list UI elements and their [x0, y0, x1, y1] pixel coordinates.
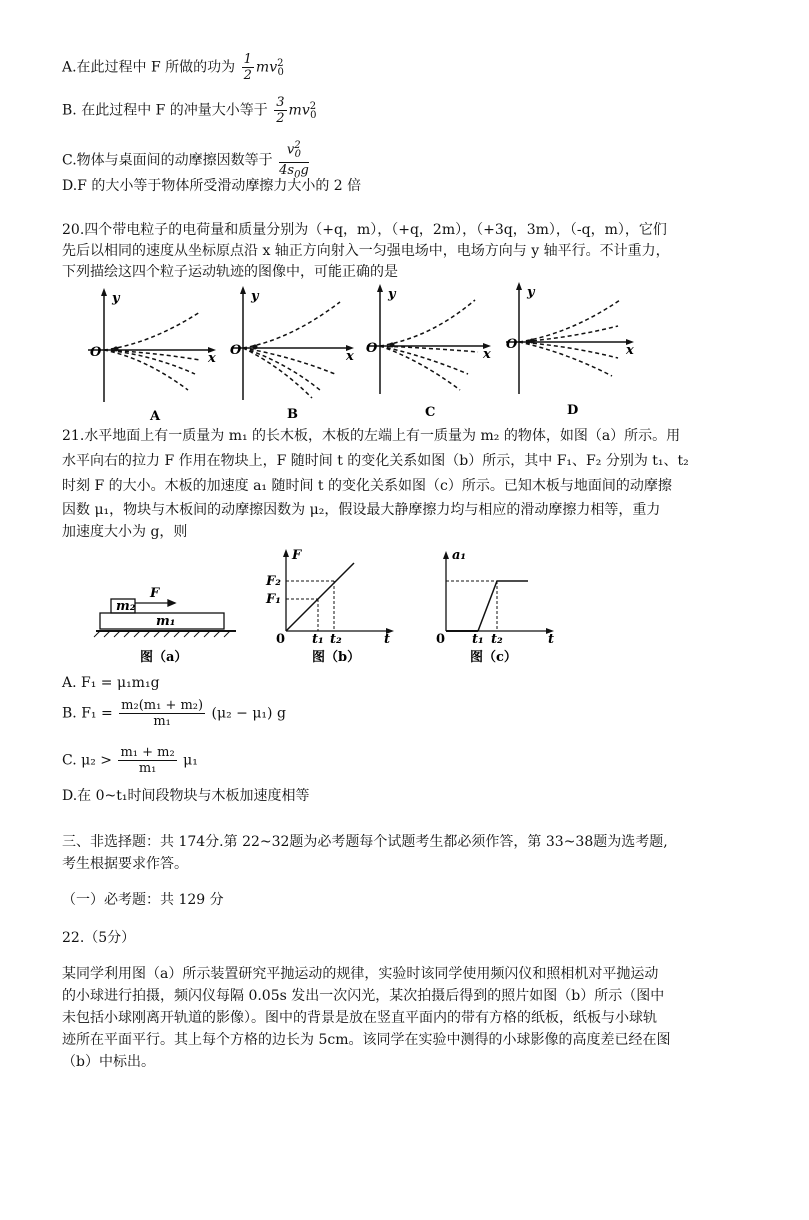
fig-c-t2: t₂	[491, 632, 503, 647]
q22-line1: 某同学利用图（a）所示装置研究平抛运动的规律，实验时该同学使用频闪仪和照相机对平抛运动	[62, 966, 659, 982]
figure-a-caption: 图（a）	[140, 650, 188, 665]
q19-option-d: D.F 的大小等于物体所受滑动摩擦力大小的 2 倍	[62, 178, 362, 194]
fig-b-t2: t₂	[330, 632, 342, 647]
fig-c-origin: 0	[436, 632, 446, 647]
fraction: $\frac{1}{2}$	[243, 52, 252, 83]
q21-option-d: D.在 0~t₁时间段物块与木板加速度相等	[62, 788, 310, 804]
fraction: $\frac{\text{m₁ + m₂}}{\text{m₁}}$	[120, 745, 175, 776]
q21-option-b: B. F₁ = $\frac{\text{m₂(m₁ + m₂)}}{\text{m₁}}$ (μ₂ − μ₁) g	[62, 698, 286, 729]
graph-b-label: B	[287, 407, 298, 422]
section3-sub1: （一）必考题：共 129 分	[62, 892, 224, 908]
q21-option-c: C. μ₂ > $\frac{\text{m₁ + m₂}}{\text{m₁}}$ μ₁	[62, 745, 198, 776]
graph-a-label: A	[150, 409, 161, 424]
graph-d-origin: O	[506, 337, 518, 352]
fig-c-y-label: a₁	[452, 548, 467, 563]
figure-c	[443, 551, 554, 634]
graph-d	[506, 288, 628, 394]
q20-text-line1: 20.四个带电粒子的电荷量和质量分别为（+q，m），（+q，2m），（+3q，3m），（-q，m），它们	[62, 222, 667, 238]
fig-c-x-label: t	[548, 632, 555, 647]
section3-line2: 考生根据要求作答。	[62, 856, 188, 872]
fig-b-f2: F₂	[266, 574, 281, 589]
fig-c-t1: t₁	[472, 632, 484, 647]
q21-text-line1: 21.水平地面上有一质量为 m₁ 的长木板，木板的左端上有一质量为 m₂ 的物体，如图（a）所示。用	[62, 428, 681, 444]
graph-b-origin: O	[230, 343, 242, 358]
fig-b-x-label: t	[384, 632, 391, 647]
graph-c-origin: O	[366, 341, 378, 356]
graph-c	[368, 290, 485, 394]
fig-b-origin: 0	[276, 632, 286, 647]
fraction: $\frac{\text{m₂(m₁ + m₂)}}{\text{m₁}}$	[121, 698, 204, 729]
graph-b	[232, 292, 348, 400]
q19-option-a: A.在此过程中 F 所做的功为 $\frac{1}{2}$ $mv^2_0$	[62, 52, 284, 83]
fig-b-y-label: F	[292, 548, 302, 563]
fraction: $\frac{3}{2}$	[276, 95, 285, 126]
graph-a	[88, 294, 210, 402]
graph-d-label: D	[567, 403, 579, 418]
force-label: F	[150, 586, 160, 601]
q22-line3: 未包括小球刚离开轨道的影像）。图中的背景是放在竖直平面内的带有方格的纸板，纸板与小球轨	[62, 1010, 657, 1026]
q22-line2: 的小球进行拍摄，频闪仪每隔 0.05s 发出一次闪光，某次拍摄后得到的照片如图（b）所示（图中	[62, 988, 665, 1004]
graph-a-x-label: x	[208, 351, 216, 366]
q22-heading: 22.（5分）	[62, 930, 136, 946]
graph-b-x-label: x	[346, 349, 354, 364]
figure-b-caption: 图（b）	[312, 650, 361, 665]
q21-text-line3: 时刻 F 的大小。木板的加速度 a₁ 随时间 t 的变化关系如图（c）所示。已知木板与地面间的动摩擦	[62, 478, 672, 494]
q21-option-a: A. F₁ = μ₁m₁g	[62, 675, 160, 691]
graph-d-x-label: x	[626, 343, 634, 358]
q22-line5: （b）中标出。	[62, 1054, 155, 1070]
q21-text-line4: 因数 μ₁，物块与木板间的动摩擦因数为 μ₂，假设最大静摩擦力均与相应的滑动摩擦力相等，重力	[62, 502, 661, 518]
q20-text-line3: 下列描绘这四个粒子运动轨迹的图像中，可能正确的是	[62, 264, 398, 280]
board-label: m₁	[156, 614, 176, 629]
graph-b-y-label: y	[251, 289, 259, 304]
graph-a-y-label: y	[112, 291, 120, 306]
q21-text-line5: 加速度大小为 g，则	[62, 524, 188, 540]
graph-a-origin: O	[90, 345, 102, 360]
q20-text-line2: 先后以相同的速度从坐标原点沿 x 轴正方向射入一匀强电场中，电场方向与 y 轴平行。不计重力，	[62, 243, 670, 259]
q20-graphs	[0, 282, 809, 424]
figure-c-caption: 图（c）	[470, 650, 517, 665]
q22-line4: 迹所在平面平行。其上每个方格的边长为 5cm。该同学在实验中测得的小球影像的高度差已经在图	[62, 1032, 671, 1048]
q21-text-line2: 水平向右的拉力 F 作用在物块上，F 随时间 t 的变化关系如图（b）所示，其中 F₁、F₂ 分别为 t₁、t₂	[62, 453, 689, 469]
graph-c-x-label: x	[483, 347, 491, 362]
fig-b-f1: F₁	[266, 592, 281, 607]
q19-option-b: B. 在此过程中 F 的冲量大小等于 $\frac{3}{2}$ $mv^2_0$	[62, 95, 317, 126]
fraction: $\frac{v^2_0}{4s_0g}$	[279, 140, 309, 181]
graph-c-y-label: y	[388, 287, 396, 302]
q19-option-c: C.物体与桌面间的动摩擦因数等于 $\frac{v^2_0}{4s_0g}$	[62, 140, 309, 181]
graph-d-y-label: y	[527, 285, 535, 300]
block-label: m₂	[116, 599, 136, 614]
section3-line1: 三、非选择题：共 174分.第 22~32题为必考题每个试题考生都必须作答，第 33~38题为选考题,	[62, 834, 668, 850]
q21-figures	[0, 545, 809, 670]
fig-b-t1: t₁	[312, 632, 324, 647]
graph-c-label: C	[425, 405, 436, 420]
